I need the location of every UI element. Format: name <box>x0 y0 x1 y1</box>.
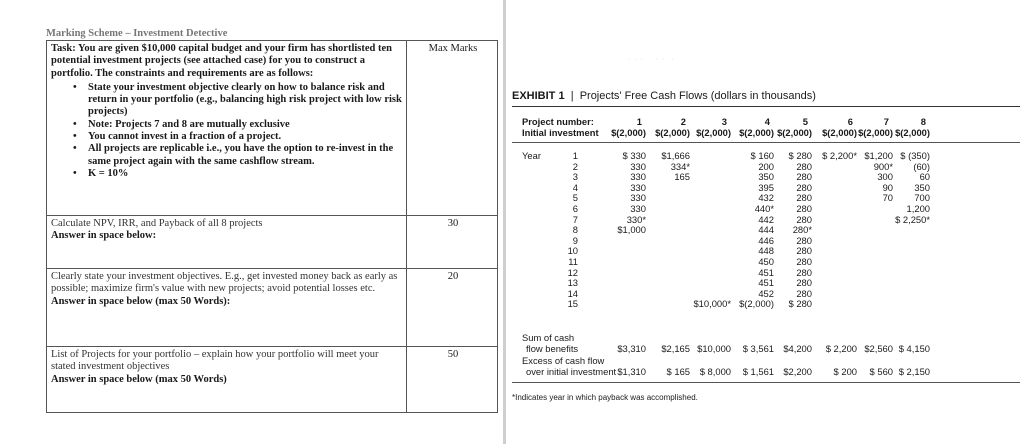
criteria-text: List of Projects for your portfolio – explain how your portfolio will meet your stated investment objectives <box>51 349 379 373</box>
criteria-cell <box>47 269 407 347</box>
top-rule <box>512 106 1020 107</box>
sum-value: $10,000 <box>697 343 731 354</box>
marking-scheme-table <box>46 40 498 413</box>
cash-flow-value: 330 <box>630 171 646 183</box>
cash-flow-value: 280 <box>796 234 812 246</box>
cash-flow-value: 432 <box>758 192 774 204</box>
cash-flow-value: $ 330 <box>622 150 646 161</box>
marking-scheme <box>46 28 498 385</box>
criteria-cell <box>47 216 407 269</box>
header-rule <box>512 142 1020 143</box>
marks-value: 20 <box>447 271 459 282</box>
page-divider <box>503 0 506 444</box>
year-number: 11 <box>568 256 578 267</box>
excess-value: $2,200 <box>783 366 812 377</box>
exhibit-label: EXHIBIT 1 <box>512 90 565 102</box>
cash-flow-value: 280 <box>796 213 812 225</box>
excess-value: $ 165 <box>666 366 690 377</box>
project-number: 7 <box>883 116 889 127</box>
cash-flow-value: $ 2,250* <box>895 213 930 225</box>
year-number: 5 <box>572 192 578 204</box>
document-title: Marking Scheme – Investment Detective <box>46 28 228 39</box>
project-number: 5 <box>802 116 808 127</box>
criteria-row <box>47 269 497 347</box>
cash-flow-value: 280 <box>796 277 812 289</box>
cash-flow-value: 442 <box>758 213 774 225</box>
year-number: 10 <box>567 245 578 257</box>
sum-value: $4,200 <box>783 343 812 354</box>
year-number: 2 <box>572 160 578 172</box>
cash-flow-value: 60 <box>919 171 930 183</box>
initial-investment-value: $(2,000) <box>655 127 690 138</box>
cash-flow-value: 444 <box>758 224 774 236</box>
max-marks-header: Max Marks <box>428 43 478 54</box>
cash-flow-value: $ 2,200* <box>822 150 857 161</box>
cash-flow-value: 280 <box>796 287 812 299</box>
cash-flow-value: 451 <box>758 266 774 278</box>
year-number: 14 <box>567 287 578 299</box>
cash-flow-value: 90 <box>882 181 893 193</box>
cash-flow-value: 330 <box>630 160 646 172</box>
cash-flow-value: 70 <box>882 192 893 204</box>
cash-flow-value: 280 <box>796 203 812 214</box>
excess-label: Excess of cash flow <box>522 355 605 366</box>
requirements-list <box>51 82 402 180</box>
cash-flow-value: $10,000* <box>693 298 731 310</box>
cash-flow-value: 280 <box>796 192 812 204</box>
year-number: 15 <box>567 298 578 310</box>
project-number: 8 <box>920 116 926 127</box>
project-number: 1 <box>636 116 642 127</box>
cash-flow-value: $1,200 <box>864 150 893 161</box>
cash-flow-value: 280* <box>792 224 812 236</box>
cash-flow-value: $(2,000) <box>739 298 774 310</box>
marks-value: 30 <box>447 218 459 229</box>
exhibit-caption: Projects' Free Cash Flows (dollars in thousands) <box>579 90 816 102</box>
project-number: 2 <box>680 116 686 127</box>
list-item: • You cannot invest in a fraction of a project. <box>51 131 402 143</box>
excess-value: $1,310 <box>617 366 646 377</box>
marks-value: 50 <box>447 349 459 360</box>
cash-flow-value: 1,200 <box>906 203 930 214</box>
initial-investment-value: $(2,000) <box>777 127 812 138</box>
cash-flow-value: (60) <box>913 160 930 172</box>
initial-investment-label: Initial investment <box>522 127 599 138</box>
cash-flow-value: 165 <box>674 171 690 183</box>
sum-value: $ 3,561 <box>742 343 774 354</box>
cash-flow-value: 448 <box>758 245 774 257</box>
answer-prompt: Answer in space below (max 50 Words): <box>51 295 231 307</box>
cash-flow-value: $ 280 <box>788 150 812 161</box>
cash-flow-value: 330 <box>630 203 646 214</box>
sum-value: $2,560 <box>864 343 893 354</box>
initial-investment-value: $(2,000) <box>739 127 774 138</box>
answer-prompt: Answer in space below: <box>51 230 157 242</box>
exhibit-title <box>512 90 816 102</box>
year-number: 4 <box>572 181 578 193</box>
scan-artifact: · · · · · · <box>628 56 675 63</box>
task-cell <box>47 41 407 216</box>
initial-investment-value: $(2,000) <box>895 127 930 138</box>
criteria-row <box>47 216 497 269</box>
year-number: 7 <box>572 213 578 225</box>
year-number: 12 <box>567 266 578 278</box>
cash-flow-value: $ 280 <box>788 298 812 310</box>
cash-flow-value: 450 <box>758 256 774 267</box>
cash-flow-value: 452 <box>758 287 774 299</box>
cash-flow-value: 330 <box>630 181 646 193</box>
year-number: 3 <box>572 171 578 183</box>
criteria-cell <box>47 347 407 412</box>
cash-flow-value: 280 <box>796 181 812 193</box>
year-number: 8 <box>572 224 578 236</box>
initial-investment-value: $(2,000) <box>611 127 646 138</box>
sum-label: Sum of cash <box>522 332 575 343</box>
project-number: 4 <box>764 116 770 127</box>
criteria-text: Calculate NPV, IRR, and Payback of all 8 projects <box>51 218 263 229</box>
sum-value: $ 4,150 <box>898 343 930 354</box>
cash-flow-value: 334* <box>670 160 690 172</box>
year-number: 9 <box>572 234 578 246</box>
list-item: • Note: Projects 7 and 8 are mutually exclusive <box>51 119 402 131</box>
cash-flow-value: 451 <box>758 277 774 289</box>
list-item: • State your investment objective clearly on how to balance risk and return in your portfolio (e.g., balancing high risk project with low risk projects) <box>51 82 402 119</box>
answer-prompt: Answer in space below (max 50 Words) <box>51 373 227 385</box>
cash-flow-value: 280 <box>796 171 812 183</box>
cash-flow-value: 350 <box>758 171 774 183</box>
criteria-text: Clearly state your investment objectives. E.g., get invested money back as early as possible; maximize firm's value with new projects; avoid potential losses etc. <box>51 271 398 295</box>
excess-value: $ 200 <box>833 366 857 377</box>
initial-investment-value: $(2,000) <box>858 127 893 138</box>
cash-flow-value: 330 <box>630 192 646 204</box>
cash-flow-value: 280 <box>796 245 812 257</box>
sum-value: $ 2,200 <box>825 343 857 354</box>
excess-value: $ 2,150 <box>898 366 930 377</box>
task-row <box>47 41 497 216</box>
cash-flow-value: 446 <box>758 234 774 246</box>
cash-flow-value: 200 <box>758 160 774 172</box>
cash-flow-value: 300 <box>877 171 893 183</box>
project-number: 3 <box>721 116 727 127</box>
excess-value: $ 560 <box>869 366 893 377</box>
year-number: 6 <box>572 203 578 214</box>
cash-flow-value: 440* <box>754 203 774 214</box>
cash-flow-value: $ 160 <box>750 150 774 161</box>
sum-value: $2,165 <box>661 343 690 354</box>
year-number: 1 <box>572 150 578 161</box>
cash-flow-value: $1,666 <box>661 150 690 161</box>
year-label: Year <box>522 150 541 161</box>
cash-flow-value: 395 <box>758 181 774 193</box>
sum-label: flow benefits <box>526 343 579 354</box>
project-number-label: Project number: <box>522 116 594 127</box>
cash-flow-value: $ (350) <box>900 150 930 161</box>
initial-investment-value: $(2,000) <box>696 127 731 138</box>
cash-flow-value: $1,000 <box>617 224 646 236</box>
list-item: • All projects are replicable i.e., you have the option to re-invest in the same project again with the same cashflow stream. <box>51 143 402 168</box>
cash-flow-value: 330* <box>626 213 646 225</box>
exhibit-separator: | <box>570 90 574 102</box>
bottom-rule <box>512 382 1020 383</box>
cash-flow-value: 700 <box>914 192 930 204</box>
sum-value: $3,310 <box>617 343 646 354</box>
excess-value: $ 1,561 <box>742 366 774 377</box>
exhibit-panel <box>508 0 1024 444</box>
list-item: • K = 10% <box>51 168 402 180</box>
task-intro: Task: You are given $10,000 capital budget and your firm has shortlisted ten potential investment projects (see attached case) for you to construct a portfolio. The constraints and requirements are as follows: <box>51 43 392 79</box>
excess-value: $ 8,000 <box>699 366 731 377</box>
criteria-row <box>47 347 497 412</box>
cash-flow-value: 350 <box>914 181 930 193</box>
initial-investment-value: $(2,000) <box>822 127 857 138</box>
cash-flow-value: 280 <box>796 256 812 267</box>
excess-label: over initial investment <box>526 366 617 377</box>
cash-flow-value: 280 <box>796 160 812 172</box>
footnote: *Indicates year in which payback was accomplished. <box>512 393 698 402</box>
cash-flow-value: 900* <box>873 160 893 172</box>
project-number: 6 <box>847 116 853 127</box>
cash-flow-value: 280 <box>796 266 812 278</box>
year-number: 13 <box>567 277 578 289</box>
